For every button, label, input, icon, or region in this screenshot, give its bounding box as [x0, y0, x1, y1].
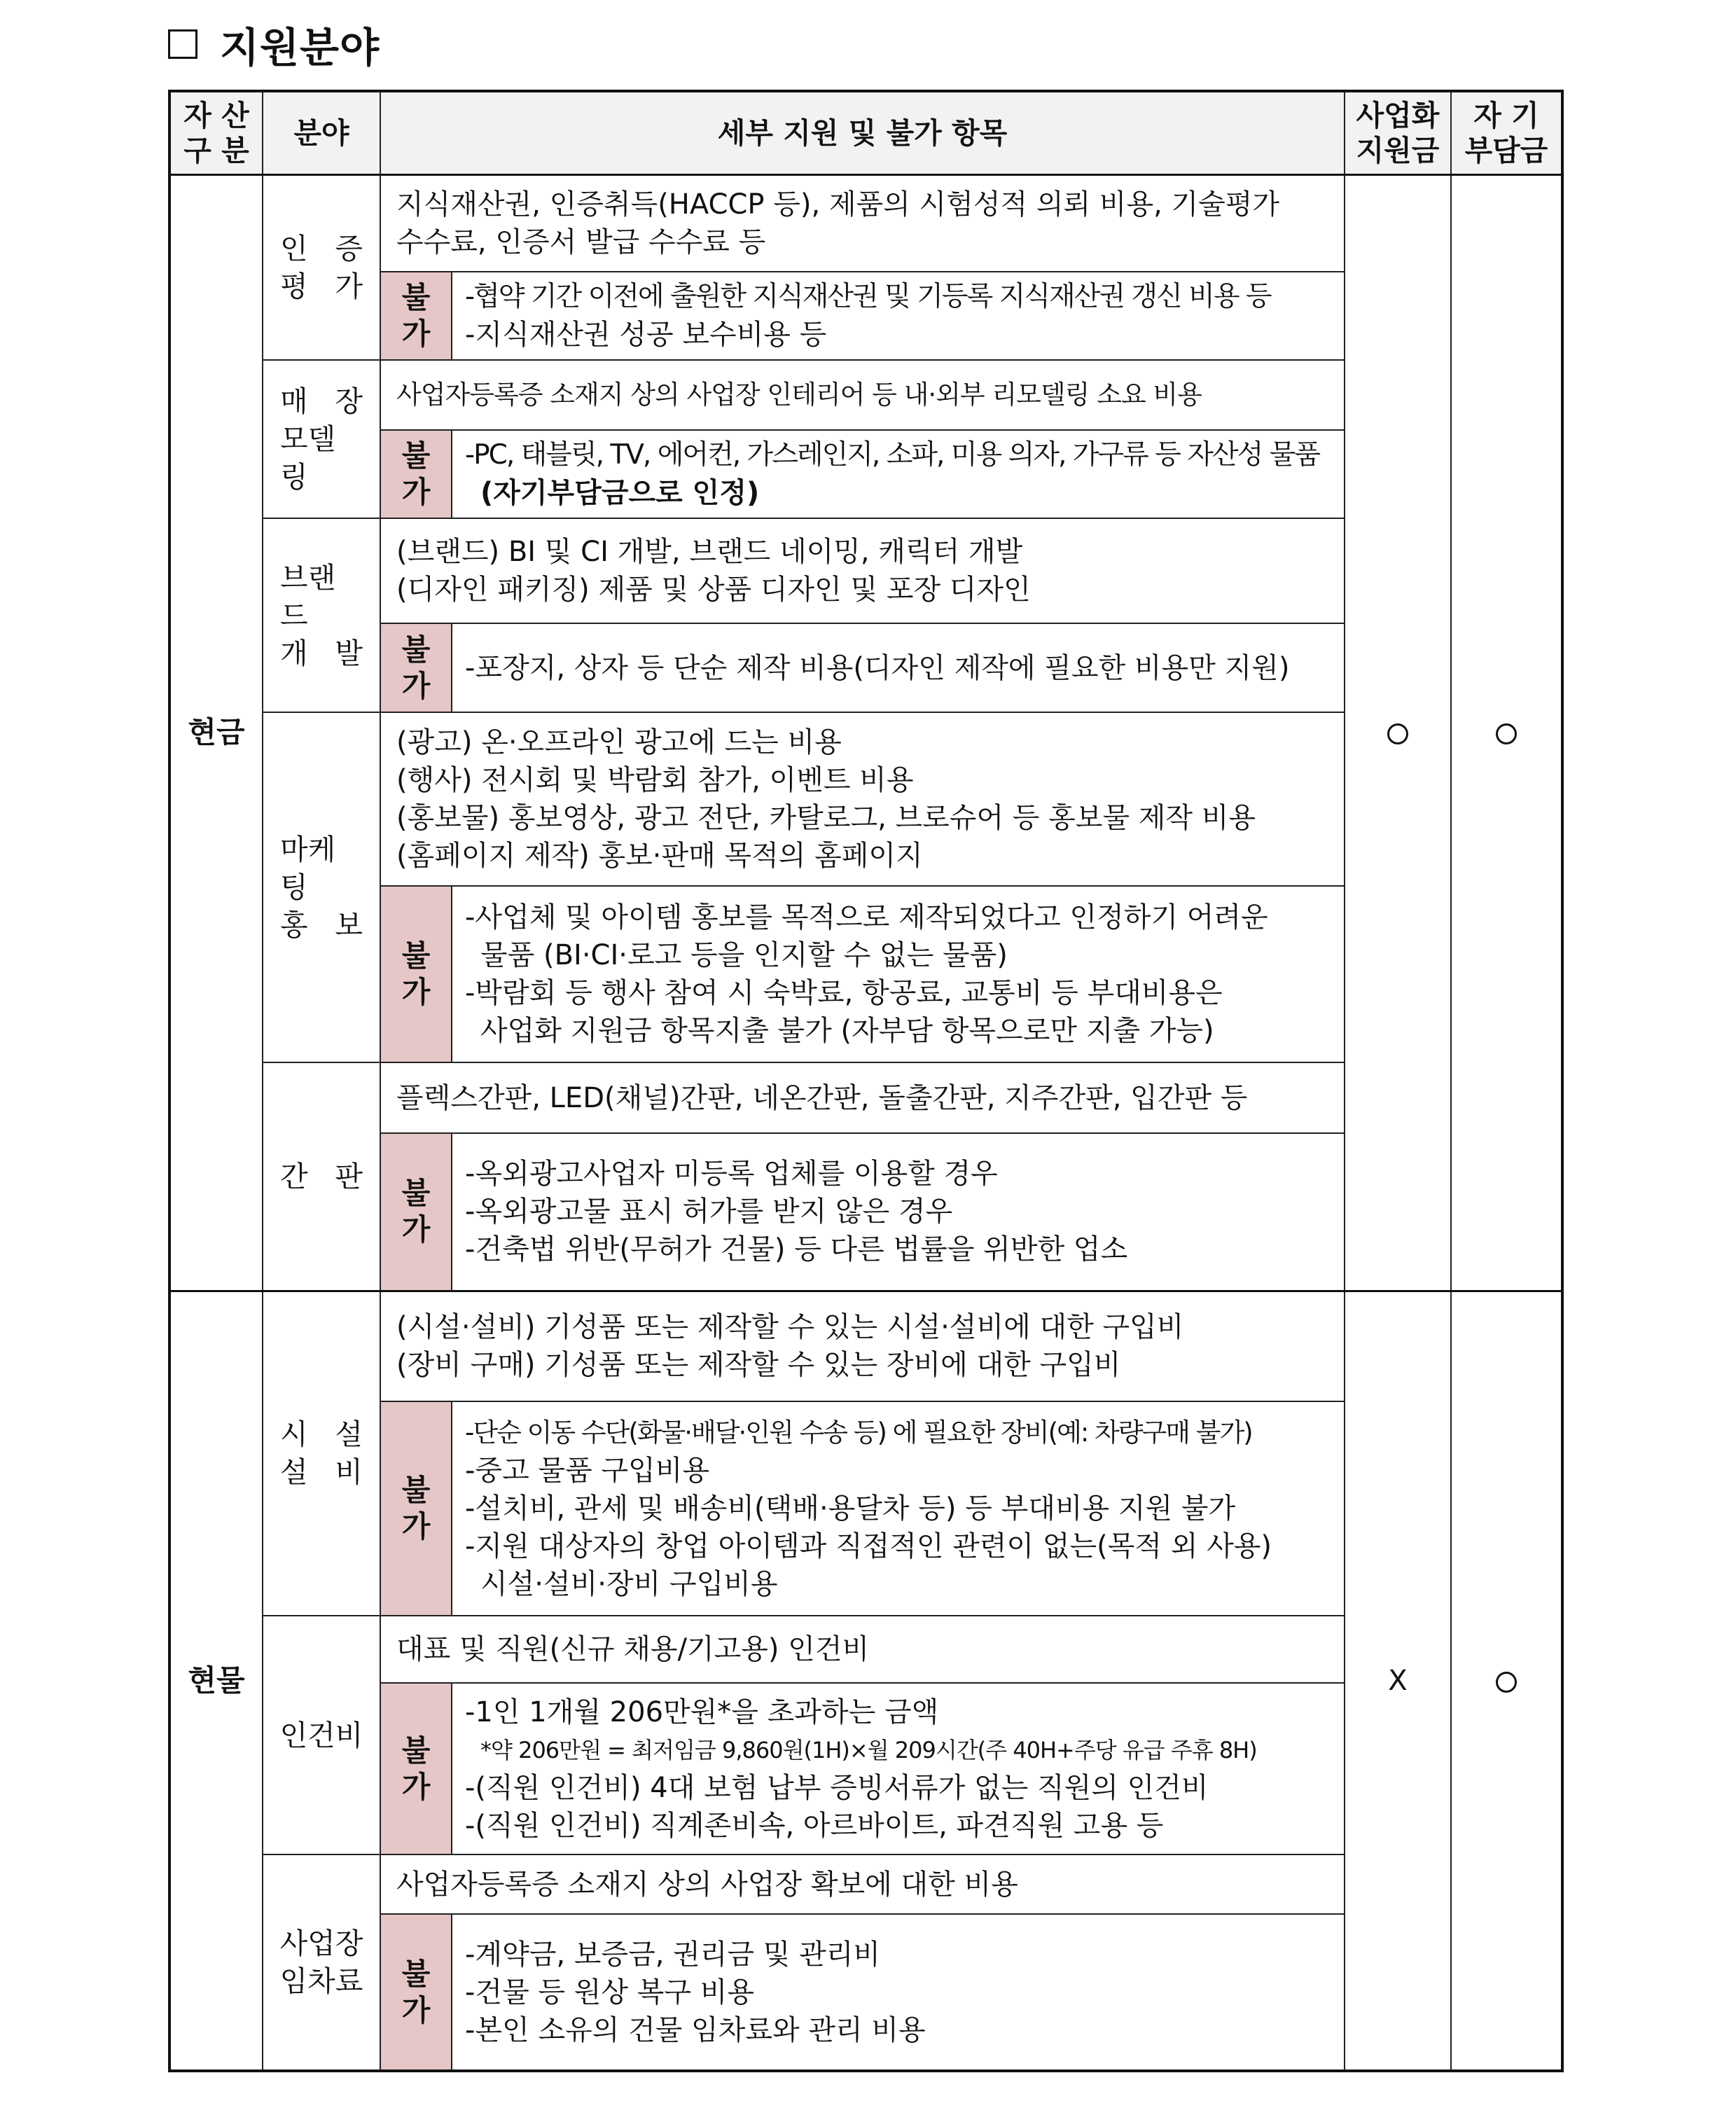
disallowed-tag: 불 가 — [380, 1683, 452, 1854]
header-detail: 세부 지원 및 불가 항목 — [380, 91, 1345, 174]
disallowed-items: -단순 이동 수단(화물·배달·인원 수송 등) 에 필요한 장비(예: 차량구매 불가) -중고 물품 구입비용 -설치비, 관세 및 배송비(택배·용달차 등) 등 부대비용 지원 불가 -지원 대상자의 창업 아이템과 직접적인 관련이 없는(목적 외 사용) 시설·설비·장비 구입비용 — [452, 1401, 1345, 1616]
disallowed-items: -포장지, 상자 등 단순 제작 비용(디자인 제작에 필요한 비용만 지원) — [452, 623, 1345, 712]
field-certification: 인 증 평 가 — [263, 174, 380, 360]
disallowed-tag: 불 가 — [380, 623, 452, 712]
support-field-table — [168, 90, 1564, 2072]
support-fund-cash — [1345, 174, 1451, 1291]
field-facility: 시 설 설 비 — [263, 1291, 380, 1616]
allowed-items: (브랜드) BI 및 CI 개발, 브랜드 네이밍, 캐릭터 개발 (디자인 패키징) 제품 및 상품 디자인 및 포장 디자인 — [380, 518, 1345, 623]
header-field: 분야 — [263, 91, 380, 174]
self-burden-cash — [1451, 174, 1562, 1291]
circle-mark-icon — [1496, 1672, 1517, 1693]
circle-mark-icon — [1387, 723, 1408, 744]
empty-square-icon — [168, 29, 197, 59]
self-burden-inkind — [1451, 1291, 1562, 2071]
section-title-text: 지원분야 — [220, 24, 380, 71]
disallowed-tag: 불 가 — [380, 272, 452, 360]
allowed-items: (광고) 온·오프라인 광고에 드는 비용 (행사) 전시회 및 박람회 참가, 이벤트 비용 (홍보물) 홍보영상, 광고 전단, 카탈로그, 브로슈어 등 홍보물 제작 비용 (홈페이지 제작) 홍보·판매 목적의 홈페이지 — [380, 712, 1345, 886]
disallowed-items: -계약금, 보증금, 권리금 및 관리비 -건물 등 원상 복구 비용 -본인 소유의 건물 임차료와 관리 비용 — [452, 1914, 1345, 2071]
disallowed-tag: 불 가 — [380, 1133, 452, 1291]
x-mark: X — [1388, 1665, 1408, 1698]
disallowed-tag: 불 가 — [380, 430, 452, 518]
allowed-items: 플렉스간판, LED(채널)간판, 네온간판, 돌출간판, 지주간판, 입간판 등 — [380, 1062, 1345, 1133]
disallowed-items: -옥외광고사업자 미등록 업체를 이용할 경우 -옥외광고물 표시 허가를 받지 않은 경우 -건축법 위반(무허가 건물) 등 다른 법률을 위반한 업소 — [452, 1133, 1345, 1291]
allowed-items: 사업자등록증 소재지 상의 사업장 인테리어 등 내·외부 리모델링 소요 비용 — [380, 360, 1345, 430]
allowed-items: 지식재산권, 인증취득(HACCP 등), 제품의 시험성적 의뢰 비용, 기술평가 수수료, 인증서 발급 수수료 등 — [380, 174, 1345, 272]
field-brand-development: 브랜드 개 발 — [263, 518, 380, 712]
allowed-items: (시설·설비) 기성품 또는 제작할 수 있는 시설·설비에 대한 구입비 (장비 구매) 기성품 또는 제작할 수 있는 장비에 대한 구입비 — [380, 1291, 1345, 1401]
disallowed-tag: 불 가 — [380, 1914, 452, 2071]
disallowed-items: -사업체 및 아이템 홍보를 목적으로 제작되었다고 인정하기 어려운 물품 (BI·CI·로고 등을 인지할 수 없는 물품) -박람회 등 행사 참여 시 숙박료, 항공료, 교통비 등 부대비용은 사업화 지원금 항목지출 불가 (자부담 항목으로만 지출 가능) — [452, 886, 1345, 1062]
category-cash: 현금 — [169, 174, 263, 1291]
field-marketing: 마케팅 홍 보 — [263, 712, 380, 1062]
table-row — [169, 1291, 1562, 1401]
disallowed-tag: 불 가 — [380, 886, 452, 1062]
table-row — [169, 174, 1562, 272]
disallowed-items: -1인 1개월 206만원*을 초과하는 금액 *약 206만원 = 최저임금 9,860원(1H)×월 209시간(주 40H+주당 유급 주휴 8H) -(직원 인건비) 4대 보험 납부 증빙서류가 없는 직원의 인건비 -(직원 인건비) 직계존비속, 아르바이트, 파견직원 고용 등 — [452, 1683, 1345, 1854]
category-inkind: 현물 — [169, 1291, 263, 2071]
disallowed-tag: 불 가 — [380, 1401, 452, 1616]
circle-mark-icon — [1496, 723, 1517, 744]
header-self-burden: 자 기 부담금 — [1451, 91, 1562, 174]
field-rent: 사업장 임차료 — [263, 1854, 380, 2071]
allowed-items: 대표 및 직원(신규 채용/기고용) 인건비 — [380, 1616, 1345, 1683]
disallowed-items: -협약 기간 이전에 출원한 지식재산권 및 기등록 지식재산권 갱신 비용 등 -지식재산권 성공 보수비용 등 — [452, 272, 1345, 360]
section-title — [168, 13, 380, 76]
disallowed-items: -PC, 태블릿, TV, 에어컨, 가스레인지, 소파, 미용 의자, 가구류 등 자산성 물품 (자기부담금으로 인정) — [452, 430, 1345, 518]
field-signboard: 간 판 — [263, 1062, 380, 1291]
field-labor-cost: 인건비 — [263, 1616, 380, 1854]
header-asset-category: 자 산 구 분 — [169, 91, 263, 174]
table-header-row — [169, 91, 1562, 174]
field-store-remodeling: 매 장 모델링 — [263, 360, 380, 518]
support-fund-inkind — [1345, 1291, 1451, 2071]
allowed-items: 사업자등록증 소재지 상의 사업장 확보에 대한 비용 — [380, 1854, 1345, 1914]
header-support-fund: 사업화 지원금 — [1345, 91, 1451, 174]
